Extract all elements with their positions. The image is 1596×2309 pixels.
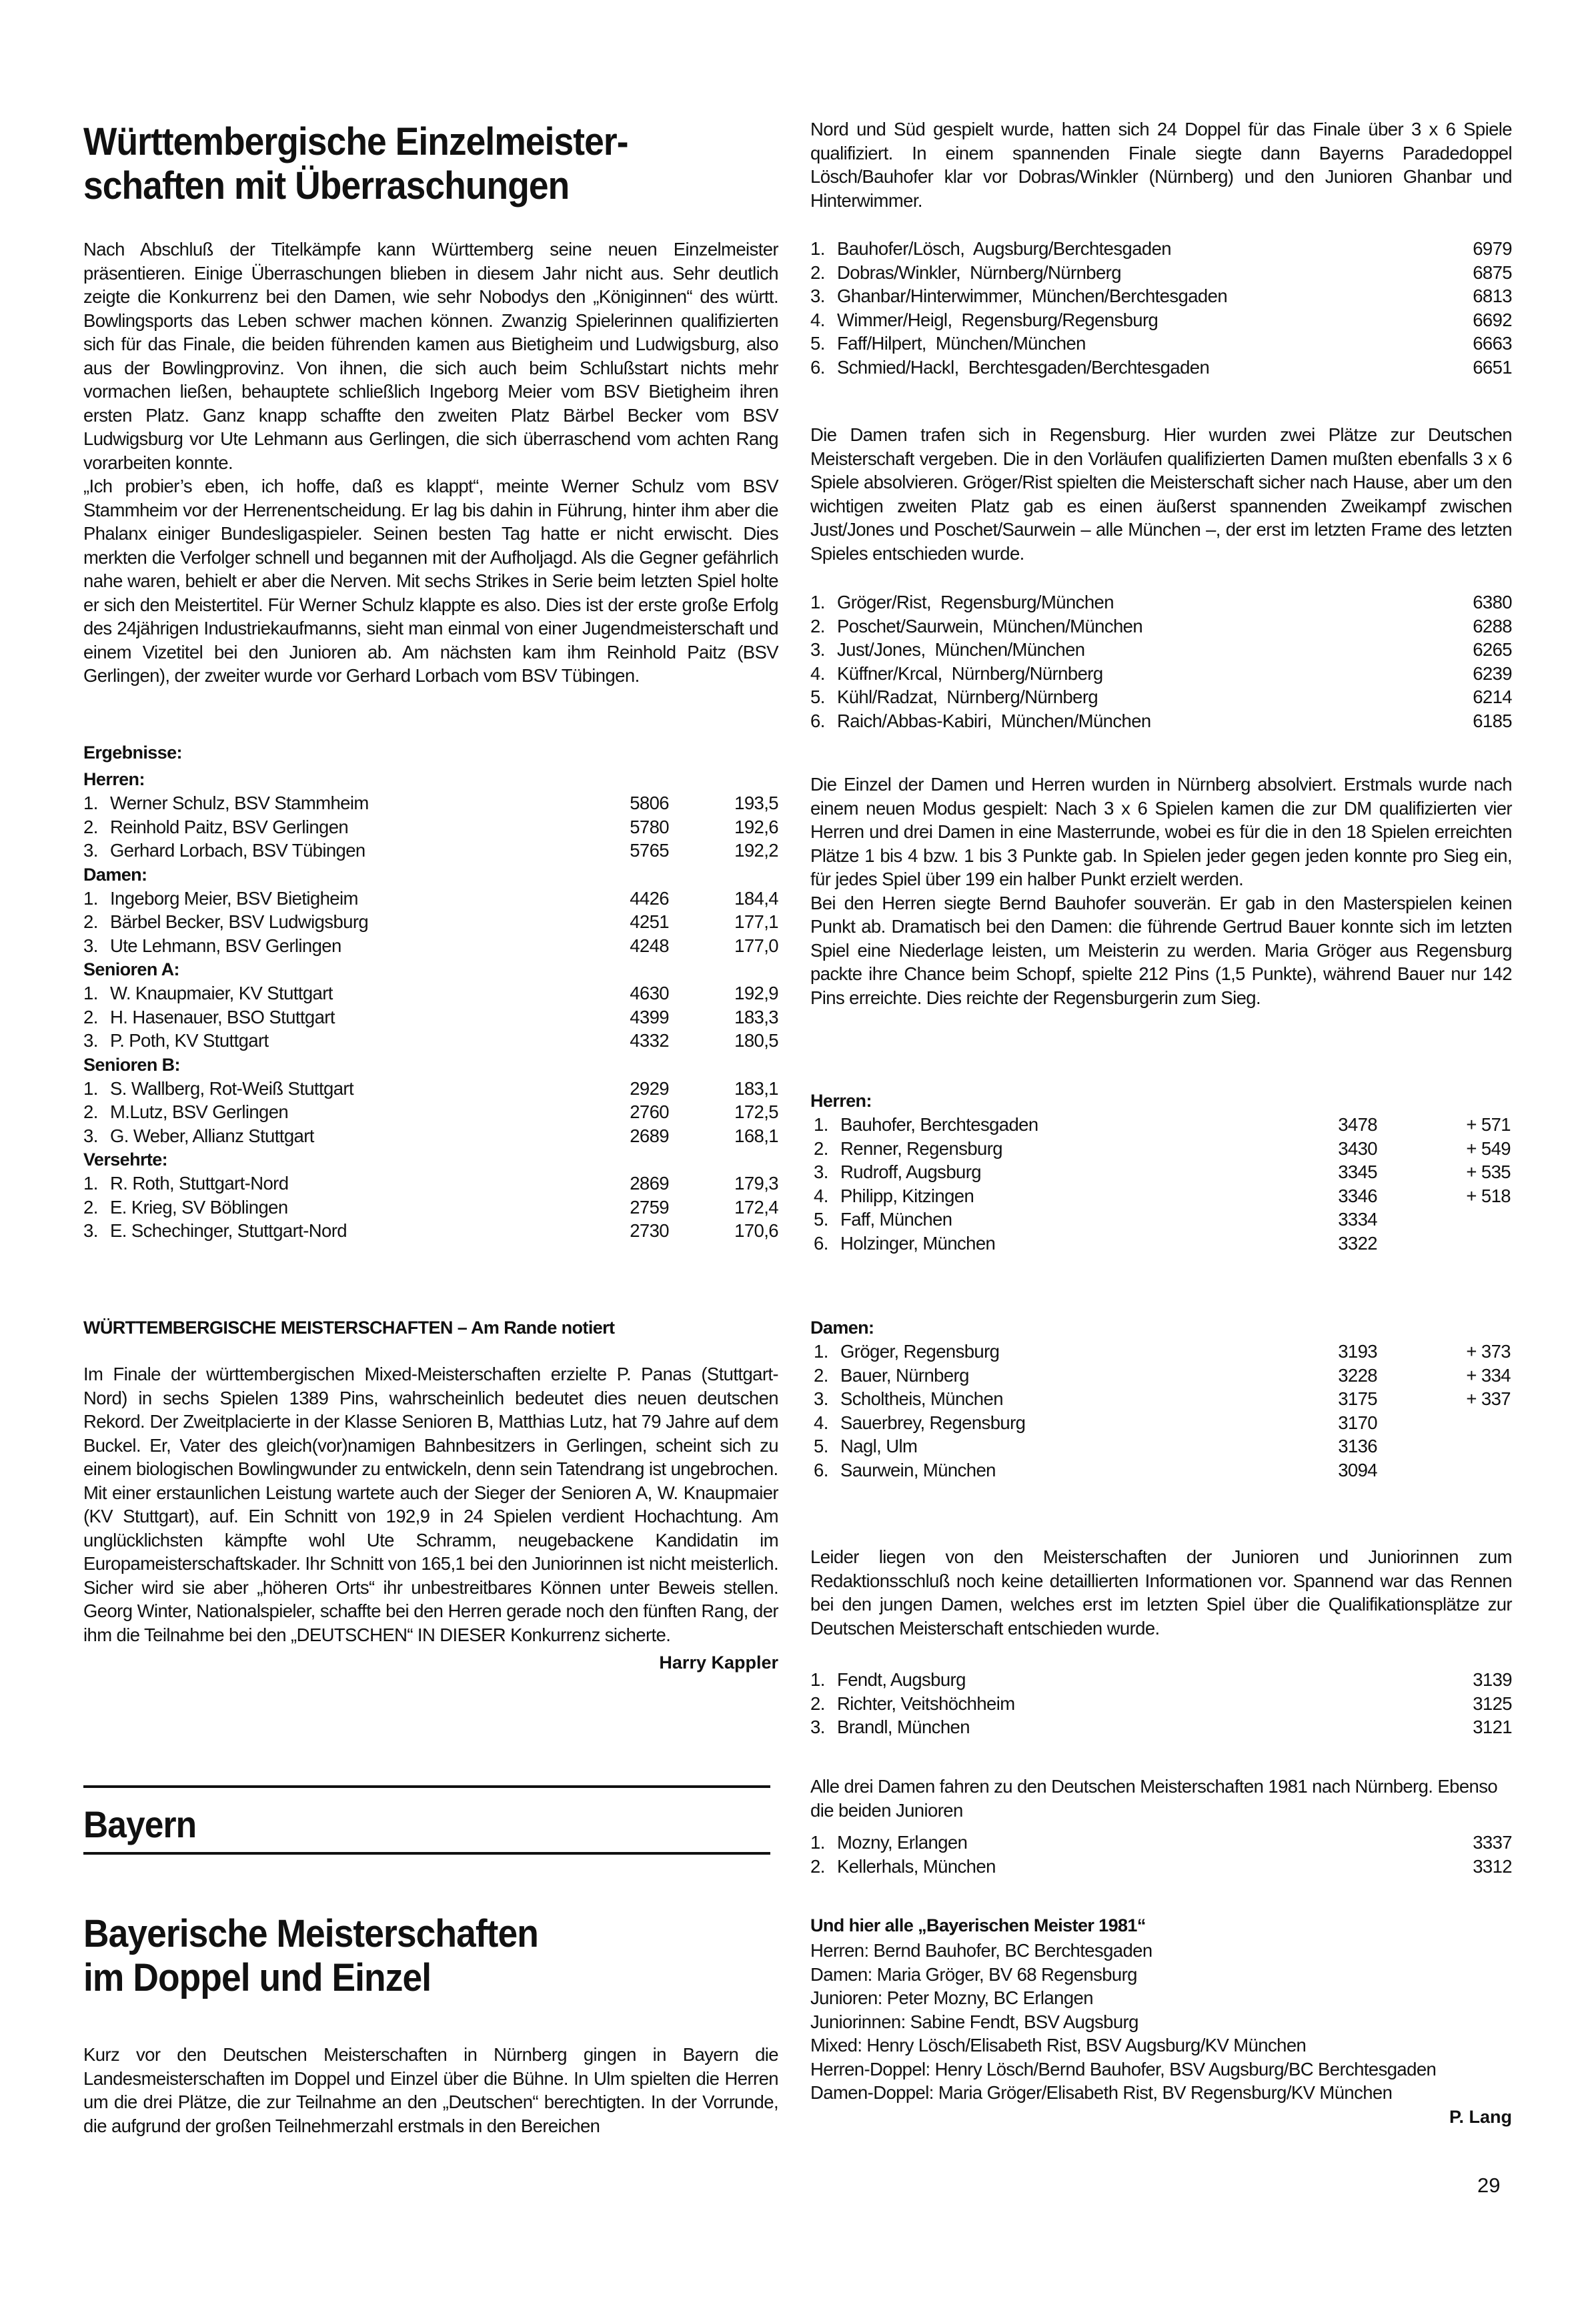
name: Werner Schulz, BSV Stammheim: [110, 793, 369, 813]
pins: 3125: [1473, 1693, 1512, 1714]
name: H. Hasenauer, BSO Stuttgart: [110, 1006, 335, 1027]
name: Kühl/Radzat, Nürnberg/Nürnberg: [837, 686, 1098, 707]
rank: 2.: [814, 1364, 828, 1386]
rank: 3.: [83, 935, 98, 956]
rank: 3.: [810, 1717, 825, 1737]
result-row: [810, 614, 1512, 638]
rank: 2.: [83, 816, 98, 837]
paragraph: Kurz vor den Deutschen Meisterschaften in Nürnberg gingen in Bayern die Landesmeisterschaften im Doppel und Einzel über die Bühne. In Ulm spielten die Herren um die drei Plätze, die zur Teilnahme an den „Deutschen“ berechtigten. In der Vorrunde, die aufgrund der großen Teilnehmerzahl erstmals in den Bereichen: [83, 2044, 778, 2136]
bonus-points: + 373: [1466, 1341, 1511, 1362]
rank: 4.: [810, 309, 825, 330]
herren-doppel-table: [810, 237, 1512, 379]
result-row: [83, 1196, 778, 1220]
name: Philipp, Kitzingen: [840, 1185, 974, 1206]
bonus-points: + 571: [1466, 1114, 1511, 1135]
rank: 2.: [810, 262, 825, 283]
pins: 3337: [1473, 1832, 1512, 1853]
einzel-herren-rows: [810, 1113, 1511, 1255]
pins: 5806: [630, 793, 669, 813]
name: Mozny, Erlangen: [837, 1832, 968, 1853]
rank: 4.: [810, 662, 825, 684]
rank: 1.: [810, 1832, 825, 1853]
name: Gerhard Lorbach, BSV Tübingen: [110, 840, 365, 861]
result-row: [810, 1340, 1511, 1364]
champion-line: Juniorinnen: Sabine Fendt, BSV Augsburg: [810, 2011, 1138, 2032]
pins: 2869: [630, 1173, 669, 1194]
name: Richter, Veitshöchheim: [837, 1693, 1015, 1714]
paragraph: Mit einer erstaunlichen Leistung wartete auch der Sieger der Senioren A, W. Knaupmaier (KV Stuttgart), auf. Ein Schnitt von 192,9 in 24 Spielen verdient Hochachtung. Am unglücklichsten kämpfte wohl Ute Schramm, neugebackene Kandidatin im Europameisterschaftskader. Ihr Schnitt von 165,1 bei den Juniorinnen ist nicht meisterlich. Sicher wird sie aber „höheren Orts“ ihr unbestreitbares Können unter Beweis stellen. Georg Winter, Nationalspieler, schaffte bei den Herren gerade noch den fünften Rang, der ihm die Teilnahme bei den „DEUTSCHEN“ IN DIESER Konkurrenz sicherte.: [83, 1482, 778, 1645]
doppel-intro: [810, 117, 1512, 212]
name: S. Wallberg, Rot-Weiß Stuttgart: [110, 1077, 353, 1099]
pins: 2730: [630, 1220, 669, 1241]
pins: 6265: [1473, 639, 1512, 660]
rank: 3.: [810, 286, 825, 306]
pins: 4426: [630, 887, 669, 909]
rank: 5.: [810, 686, 825, 707]
pins: 2689: [630, 1125, 669, 1146]
bonus-points: [1377, 1434, 1511, 1458]
name: Just/Jones, München/München: [837, 639, 1085, 660]
name: Brandl, München: [837, 1717, 970, 1737]
result-row: [810, 662, 1512, 686]
rank: 3.: [83, 1220, 98, 1241]
result-row: [810, 709, 1512, 733]
pins: 4332: [630, 1030, 669, 1051]
bonus-points: + 549: [1466, 1137, 1511, 1159]
result-row: [810, 1434, 1511, 1458]
bonus-points: [1377, 1411, 1511, 1435]
result-row: [810, 1668, 1512, 1692]
name: Gröger, Regensburg: [840, 1341, 1000, 1362]
result-row: [810, 1855, 1512, 1879]
article-title-line-2: im Doppel und Einzel: [83, 1956, 432, 1999]
section-title-text: Bayern: [83, 1803, 197, 1845]
result-row: [810, 284, 1512, 308]
pins: 2929: [630, 1077, 669, 1099]
group-label: Damen:: [810, 1318, 874, 1338]
result-row: [810, 1113, 1511, 1137]
result-row: [810, 356, 1512, 380]
name: Fendt, Augsburg: [837, 1669, 966, 1690]
rank: 1.: [83, 1077, 98, 1099]
page-number: 29: [1477, 2174, 1501, 2197]
name: Bauhofer/Lösch, Augsburg/Berchtesgaden: [837, 238, 1171, 259]
pins: 5780: [630, 816, 669, 837]
name: Ute Lehmann, BSV Gerlingen: [110, 935, 341, 956]
paragraph: Nord und Süd gespielt wurde, hatten sich 24 Doppel für das Finale über 3 x 6 Spiele qualifiziert. In einem spannenden Finale siegte dann Bayerns Paradedoppel Lösch/Bauhofer klar vor Dobras/Winkler (Nürnberg) und den Junioren Ghanbar und Hinterwimmer.: [810, 119, 1512, 211]
bonus-points: [1377, 1208, 1511, 1232]
bonus-points: + 334: [1466, 1364, 1511, 1386]
section-divider-bottom: [83, 1852, 770, 1855]
rank: 3.: [814, 1162, 828, 1182]
pins: 2760: [630, 1101, 669, 1122]
result-row: [83, 1124, 778, 1148]
rank: 1.: [83, 887, 98, 909]
name: Holzinger, München: [840, 1232, 996, 1254]
rank: 4.: [814, 1412, 828, 1433]
results-heading: Ergebnisse:: [83, 743, 182, 763]
pins: 6813: [1473, 286, 1512, 306]
name: Faff/Hilpert, München/München: [837, 333, 1086, 354]
result-row: [83, 839, 778, 863]
bonus-points: + 518: [1466, 1185, 1511, 1206]
pins: 2759: [630, 1196, 669, 1218]
rank: 3.: [814, 1388, 828, 1409]
rank: 1.: [814, 1341, 828, 1362]
rank: 2.: [810, 1693, 825, 1714]
dm-text: [810, 1775, 1512, 1822]
rank: 2.: [810, 615, 825, 636]
rank: 1.: [810, 238, 825, 259]
paragraph: Nach Abschluß der Titelkämpfe kann Württemberg seine neuen Einzelmeister präsentieren. Einige Überraschungen blieben in diesem Jahr nicht aus. Sehr deutlich zeigte die Konkurrenz bei den Damen, wie sehr Nobodys den „Königinnen“ des württ. Bowlingsports das Leben schwer machen können. Zwanzig Spielerinnen qualifizierten sich für das Finale, die beiden führenden kamen aus Bietigheim und Ludwigsburg, also aus der Bowlingprovinz. Von ihnen, die sich auch beim Schlußstart nichts mehr vormachen ließen, behauptete schließlich Ingeborg Meier vom BSV Bietigheim ihren ersten Platz. Ganz knapp schaffte den zweiten Platz Bärbel Becker vom BSV Ludwigsburg vor Ute Lehmann aus Gerlingen, die sich überraschend vom achten Rang vorarbeiten konnte.: [83, 239, 778, 473]
name: Dobras/Winkler, Nürnberg/Nürnberg: [837, 262, 1121, 283]
result-row: [810, 1458, 1511, 1482]
article-title-line-1: Württembergische Einzelmeister-: [83, 120, 628, 163]
result-row: [810, 261, 1512, 285]
champion-line: Junioren: Peter Mozny, BC Erlangen: [810, 1987, 1093, 2008]
group-label: Senioren A:: [83, 959, 179, 979]
group-label: Herren:: [83, 769, 145, 789]
einzel-damen: [810, 1316, 1511, 1482]
article-title-line-1: Bayerische Meisterschaften: [83, 1912, 538, 1955]
name: Faff, München: [840, 1209, 952, 1230]
results-groups: [83, 767, 778, 1243]
pins: 6663: [1473, 333, 1512, 354]
bonus-points: + 337: [1466, 1388, 1511, 1409]
name: Wimmer/Heigl, Regensburg/Regensburg: [837, 309, 1158, 330]
result-row: [810, 332, 1512, 356]
rank: 1.: [810, 1669, 825, 1690]
rank: 4.: [814, 1185, 828, 1206]
rank: 3.: [83, 840, 98, 861]
result-row: [810, 1137, 1511, 1161]
rank: 1.: [814, 1114, 828, 1135]
rank: 3.: [83, 1030, 98, 1051]
paragraph: Bei den Herren siegte Bernd Bauhofer souverän. Er gab in den Masterspielen keinen Punkt ab. Dramatisch bei den Damen: die führende Gertrud Bauer konnte sich im letzten Spiel eine Niederlage leisten, um Meisterin zu werden. Maria Gröger aus Regensburg packte ihre Chance beim Schopf, spielte 212 Pins (1,5 Punkte), während Bauer nur 142 Pins erreichte. Dies reichte der Regensburgerin zum Sieg.: [810, 892, 1512, 1008]
name: E. Schechinger, Stuttgart-Nord: [110, 1220, 347, 1241]
result-row: [810, 1387, 1511, 1411]
rank: 2.: [814, 1137, 828, 1159]
result-row: [810, 685, 1512, 709]
average: 193,5: [734, 793, 778, 813]
name: M.Lutz, BSV Gerlingen: [110, 1101, 289, 1122]
pins: 3121: [1473, 1717, 1512, 1737]
bonus-points: + 535: [1466, 1162, 1511, 1182]
rank: 2.: [810, 1855, 825, 1877]
average: 192,2: [734, 840, 778, 861]
pins: 6651: [1473, 356, 1512, 378]
name: Reinhold Paitz, BSV Gerlingen: [110, 816, 349, 837]
result-row: [810, 1692, 1512, 1716]
rank: 1.: [83, 1173, 98, 1194]
champion-line: Mixed: Henry Lösch/Elisabeth Rist, BSV Augsburg/KV München: [810, 2035, 1307, 2055]
article-bayern-body: [83, 2043, 778, 2138]
article-bayern-title: [83, 1912, 778, 2000]
average: 172,4: [734, 1196, 778, 1218]
result-row: [810, 1715, 1512, 1739]
article-title-line-2: schaften mit Überraschungen: [83, 164, 570, 207]
notes-block: [83, 1316, 778, 1675]
pins: 4248: [630, 935, 669, 956]
notes-heading: WÜRTTEMBERGISCHE MEISTERSCHAFTEN – Am Rande notiert: [83, 1318, 615, 1338]
paragraph: Alle drei Damen fahren zu den Deutschen Meisterschaften 1981 nach Nürnberg. Ebenso die beiden Junioren: [810, 1776, 1498, 1821]
name: E. Krieg, SV Böblingen: [110, 1196, 288, 1218]
rank: 6.: [810, 356, 825, 378]
einzel-text: [810, 773, 1512, 1009]
name: Scholtheis, München: [840, 1388, 1003, 1409]
pins: 3139: [1473, 1669, 1512, 1690]
result-row: [810, 1411, 1511, 1435]
result-row: [810, 308, 1512, 332]
result-row: [83, 981, 778, 1005]
article-wuerttemberg: [83, 120, 778, 208]
average: 177,1: [734, 911, 778, 932]
pins: 3193: [1338, 1341, 1377, 1362]
rank: 1.: [810, 592, 825, 612]
pins: 4251: [630, 911, 669, 932]
name: R. Roth, Stuttgart-Nord: [110, 1173, 289, 1194]
bonus-points: [1377, 1458, 1511, 1482]
average: 183,3: [734, 1006, 778, 1027]
pins: 3175: [1338, 1388, 1377, 1409]
pins: 4630: [630, 983, 669, 1003]
name: Küffner/Krcal, Nürnberg/Nürnberg: [837, 662, 1103, 684]
champions-block: [810, 1913, 1512, 2129]
group-label: Versehrte:: [83, 1149, 168, 1170]
result-row: [83, 910, 778, 934]
author-signature: Harry Kappler: [659, 1653, 778, 1673]
result-row: [83, 815, 778, 839]
pins: 6979: [1473, 238, 1512, 259]
result-row: [810, 1208, 1511, 1232]
paragraph: Leider liegen von den Meisterschaften der Junioren und Juniorinnen zum Redaktionsschluß noch keine detaillierten Informationen vor. Spannend war das Rennen bei den jungen Damen, welches erst im letzten Spiel über die Qualifikationsplätze zur Deutschen Meisterschaft entschieden wurde.: [810, 1546, 1512, 1639]
pins: 3430: [1338, 1137, 1377, 1159]
pins: 6239: [1473, 662, 1512, 684]
name: Renner, Regensburg: [840, 1137, 1002, 1159]
champion-line: Herren: Bernd Bauhofer, BC Berchtesgaden: [810, 1940, 1152, 1961]
result-row: [83, 1029, 778, 1053]
average: 177,0: [734, 935, 778, 956]
pins: 6288: [1473, 615, 1512, 636]
pins: 6214: [1473, 686, 1512, 707]
name: Rudroff, Augsburg: [840, 1162, 981, 1182]
champion-line: Herren-Doppel: Henry Lösch/Bernd Bauhofer, BSV Augsburg/BC Berchtesgaden: [810, 2058, 1437, 2080]
pins: 5765: [630, 840, 669, 861]
pins: 3312: [1473, 1855, 1512, 1877]
result-row: [810, 638, 1512, 662]
rank: 5.: [810, 333, 825, 354]
average: 168,1: [734, 1125, 778, 1146]
result-row: [83, 934, 778, 958]
name: Raich/Abbas-Kabiri, München/München: [837, 710, 1151, 731]
name: Saurwein, München: [840, 1459, 996, 1480]
pins: 3478: [1338, 1114, 1377, 1135]
champions-list: [810, 1939, 1512, 2105]
result-row: [83, 1219, 778, 1243]
name: Nagl, Ulm: [840, 1436, 918, 1456]
results-block: [83, 741, 778, 1243]
junioren-table: [810, 1831, 1512, 1878]
rank: 1.: [83, 983, 98, 1003]
rank: 2.: [83, 911, 98, 932]
champions-heading: Und hier alle „Bayerischen Meister 1981“: [810, 1915, 1146, 1935]
einzel-herren: [810, 1089, 1511, 1255]
rank: 2.: [83, 1101, 98, 1122]
section-divider-top: [83, 1785, 770, 1788]
name: P. Poth, KV Stuttgart: [110, 1030, 269, 1051]
pins: 6185: [1473, 710, 1512, 731]
rank: 2.: [83, 1006, 98, 1027]
rank: 5.: [814, 1436, 828, 1456]
section-title: [83, 1803, 778, 1847]
name: Kellerhals, München: [837, 1855, 996, 1877]
pins: 3345: [1338, 1162, 1377, 1182]
rank: 3.: [810, 639, 825, 660]
name: Sauerbrey, Regensburg: [840, 1412, 1026, 1433]
average: 172,5: [734, 1101, 778, 1122]
result-row: [810, 1160, 1511, 1184]
result-row: [83, 1005, 778, 1029]
rank: 6.: [814, 1232, 828, 1254]
pins: 3094: [1338, 1459, 1377, 1480]
rank: 6.: [814, 1459, 828, 1480]
average: 183,1: [734, 1077, 778, 1099]
result-row: [810, 1364, 1511, 1388]
rank: 6.: [810, 710, 825, 731]
rank: 3.: [83, 1125, 98, 1146]
paragraph: Die Einzel der Damen und Herren wurden in Nürnberg absolviert. Erstmals wurde nach einem neuen Modus gespielt: Nach 3 x 6 Spielen kamen die zur DM qualifizierten vier Herren und drei Damen in eine Masterrunde, wobei es für die in den 18 Spielen erreichten Plätze 1 bis 4 bzw. 1 bis 3 Punkte gab. In Spielen jeder gegen jeden konnte pro Sieg ein, für jedes Spiel über 199 ein halber Punkt erzielt werden.: [810, 774, 1512, 889]
junior-text: [810, 1545, 1512, 1640]
name: W. Knaupmaier, KV Stuttgart: [110, 983, 333, 1003]
einzel-damen-rows: [810, 1340, 1511, 1482]
group-label: Damen:: [83, 864, 147, 885]
name: Bauhofer, Berchtesgaden: [840, 1114, 1038, 1135]
average: 170,6: [734, 1220, 778, 1241]
pins: 3346: [1338, 1185, 1377, 1206]
author-signature: P. Lang: [1449, 2106, 1512, 2127]
pins: 3170: [1338, 1412, 1377, 1433]
average: 180,5: [734, 1030, 778, 1051]
name: Bauer, Nürnberg: [840, 1364, 969, 1386]
average: 184,4: [734, 887, 778, 909]
paragraph: „Ich probier’s eben, ich hoffe, daß es klappt“, meinte Werner Schulz vom BSV Stammheim vor der Herrenentscheidung. Er lag bis dahin in Führung, hinter ihm aber die Phalanx einiger Bundesligaspieler. Seinen besten Tag hatte er nicht erwischt. Dies merkten die Verfolger schnell und begannen mit der Aufholjagd. Als die Gegner gefährlich nahe waren, behielt er aber die Nerven. Mit sechs Strikes in Serie beim letzten Spiel holte er sich den Meistertitel. Für Werner Schulz klappte es also. Dies ist der erste große Erfolg des 24jährigen Industriekaufmanns, sieht man einmal von einer Jugendmeisterschaft und einem Vizetitel bei den Junioren ab. Am nächsten kam ihm Reinhold Paitz (BSV Gerlingen), der zweiter wurde vor Gerhard Lorbach vom BSV Tübingen.: [83, 476, 778, 686]
result-row: [83, 1172, 778, 1196]
group-label: Herren:: [810, 1091, 872, 1111]
result-row: [810, 1232, 1511, 1256]
average: 192,9: [734, 983, 778, 1003]
name: Bärbel Becker, BSV Ludwigsburg: [110, 911, 369, 932]
damen-doppel-table: [810, 590, 1512, 733]
result-row: [83, 1100, 778, 1124]
pins: 6380: [1473, 592, 1512, 612]
result-row: [810, 1184, 1511, 1208]
bonus-points: [1377, 1232, 1511, 1256]
pins: 3228: [1338, 1364, 1377, 1386]
article-wuerttemberg-body: [83, 238, 778, 688]
champion-line: Damen-Doppel: Maria Gröger/Elisabeth Rist, BV Regensburg/KV München: [810, 2082, 1393, 2103]
paragraph: Die Damen trafen sich in Regensburg. Hier wurden zwei Plätze zur Deutschen Meisterschaft vergeben. Die in den Vorläufen qualifizierten Damen mußten ebenfalls 3 x 6 Spiele absolvieren. Gröger/Rist spielten die Meisterschaft sicher nach Hause, aber um den wichtigen zweiten Platz gab es einen äußerst spannenden Zweikampf zwischen Just/Jones und Poschet/Saurwein – alle München –, der erst im letzten Frame des letzten Spieles entschieden wurde.: [810, 424, 1512, 564]
rank: 2.: [83, 1196, 98, 1218]
name: G. Weber, Allianz Stuttgart: [110, 1125, 314, 1146]
result-row: [83, 1077, 778, 1101]
name: Ghanbar/Hinterwimmer, München/Berchtesgaden: [837, 286, 1228, 306]
pins: 6875: [1473, 262, 1512, 283]
result-row: [810, 237, 1512, 261]
pins: 4399: [630, 1006, 669, 1027]
name: Gröger/Rist, Regensburg/München: [837, 592, 1114, 612]
rank: 5.: [814, 1209, 828, 1230]
name: Ingeborg Meier, BSV Bietigheim: [110, 887, 358, 909]
pins: 6692: [1473, 309, 1512, 330]
paragraph: Im Finale der württembergischen Mixed-Meisterschaften erzielte P. Panas (Stuttgart-Nord) in sechs Spielen 1389 Pins, wahrscheinlich bedeutet dies neuen deutschen Rekord. Der Zweitplacierte in der Klasse Senioren B, Matthias Lutz, hat 79 Jahre auf dem Buckel. Er, Vater des gleich(vor)namigen Bahnbesitzers in Gerlingen, scheint sich zu einem biologischen Bowlingwunder zu entwickeln, denn sein Tatendrang ist ungebrochen.: [83, 1364, 778, 1479]
rank: 1.: [83, 793, 98, 813]
name: Poschet/Saurwein, München/München: [837, 615, 1143, 636]
result-row: [83, 791, 778, 815]
champion-line: Damen: Maria Gröger, BV 68 Regensburg: [810, 1963, 1137, 1985]
average: 192,6: [734, 816, 778, 837]
result-row: [810, 1831, 1512, 1855]
name: Schmied/Hackl, Berchtesgaden/Berchtesgaden: [837, 356, 1210, 378]
result-row: [83, 887, 778, 911]
pins: 3322: [1338, 1232, 1377, 1254]
pins: 3136: [1338, 1436, 1377, 1456]
average: 179,3: [734, 1173, 778, 1194]
juniorinnen-table: [810, 1668, 1512, 1739]
group-label: Senioren B:: [83, 1054, 180, 1075]
damen-doppel-text: [810, 423, 1512, 565]
result-row: [810, 590, 1512, 614]
pins: 3334: [1338, 1209, 1377, 1230]
